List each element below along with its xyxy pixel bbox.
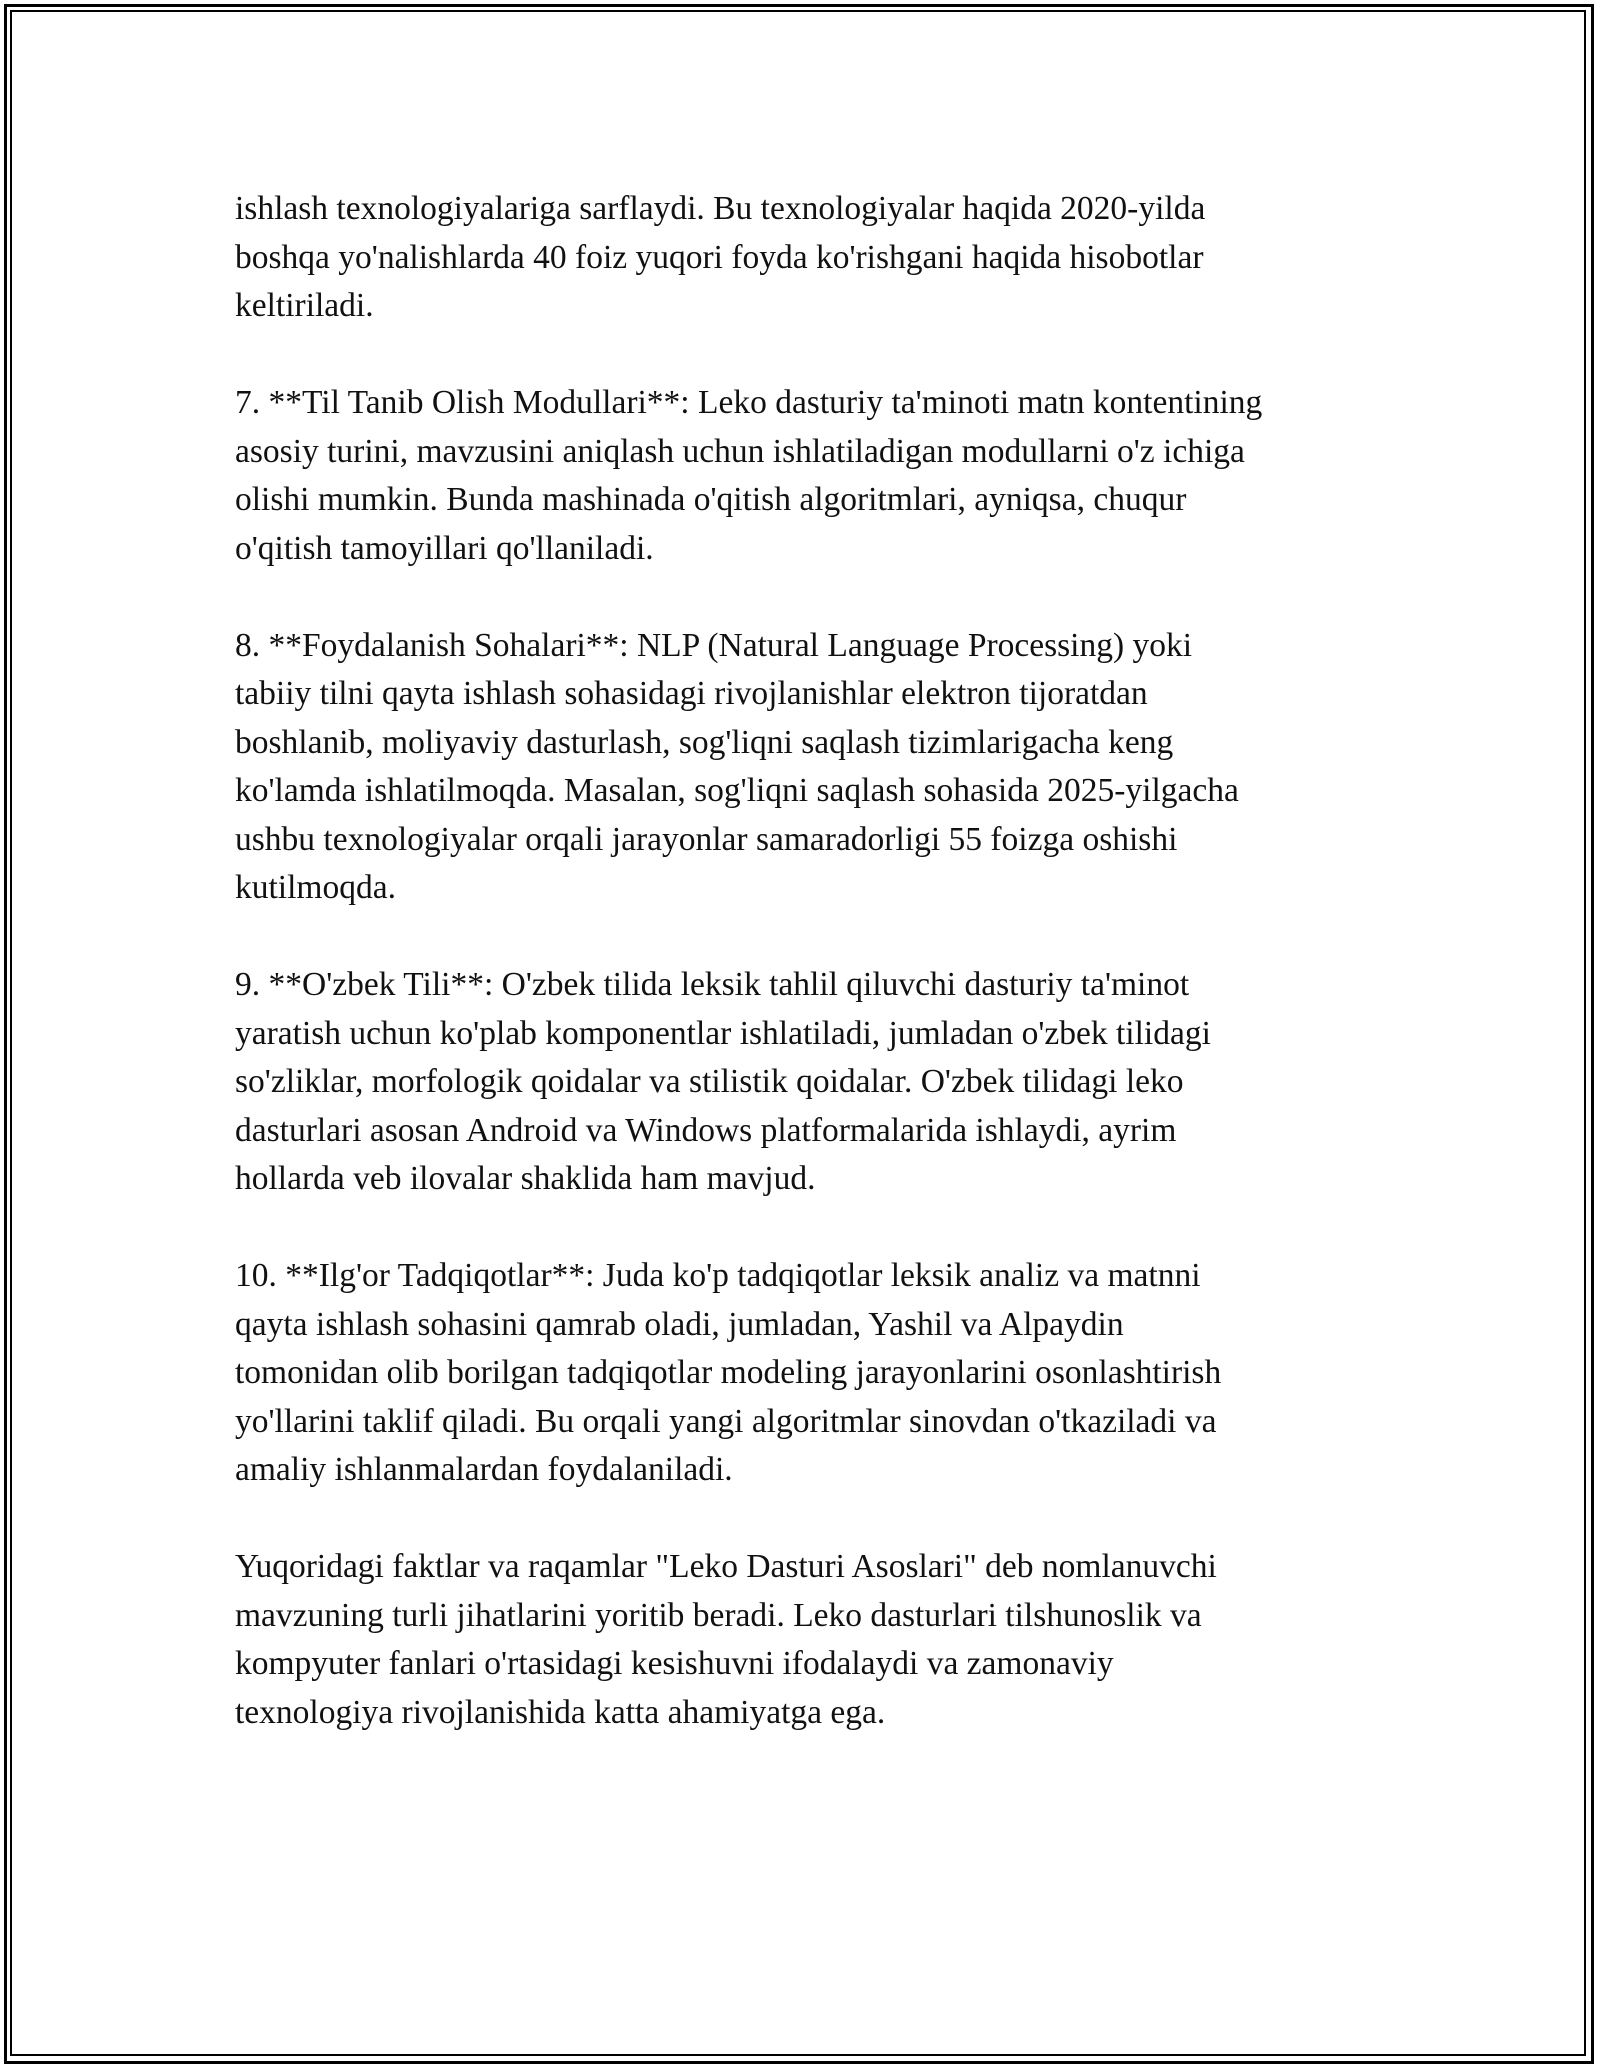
paragraph-item-8: 8. **Foydalanish Sohalari**: NLP (Natural Language Processing) yoki tabiiy tilni qayta ishlash sohasidagi rivojlanishlar elektron tijoratdan boshlanib, moliyaviy dasturlash, sog'liqni saqlash tizimlarigacha keng ko'lamda ishlatilmoqda. Masalan, sog'liqni saqlash sohasida 2025-yilgacha ushbu texnologiyalar orqali jarayonlar samaradorligi 55 foizga oshishi kutilmoqda. — [235, 626, 1239, 906]
paragraph-intro-continuation: ishlash texnologiyalariga sarflaydi. Bu texnologiyalar haqida 2020-yilda boshqa yo'nalishlarda 40 foiz yuqori foyda ko'rishgani haqida hisobotlar keltiriladi. — [235, 190, 1206, 324]
paragraph-item-9: 9. **O'zbek Tili**: O'zbek tilida leksik tahlil qiluvchi dasturiy ta'minot yaratish uchun ko'plab komponentlar ishlatiladi, jumladan o'zbek tilidagi so'zliklar, morfologik qoidalar va stilistik qoidalar. O'zbek tilidagi leko dasturlari asosan Android va Windows platformalarida ishlaydi, ayrim hollarda veb ilovalar shaklida ham mavjud. — [235, 966, 1211, 1197]
paragraph-item-7: 7. **Til Tanib Olish Modullari**: Leko dasturiy ta'minoti matn kontentining asosiy turini, mavzusini aniqlash uchun ishlatiladigan modullarni o'z ichiga olishi mumkin. Bunda mashinada o'qitish algoritmlari, ayniqsa, chuqur o'qitish tamoyillari qo'llaniladi. — [235, 384, 1263, 567]
paragraph-item-10: 10. **Ilg'or Tadqiqotlar**: Juda ko'p tadqiqotlar leksik analiz va matnni qayta ishlash sohasini qamrab oladi, jumladan, Yashil va Alpaydin tomonidan olib borilgan tadqiqotlar modeling jarayonlarini osonlashtirish yo'llarini taklif qiladi. Bu orqali yangi algoritmlar sinovdan o'tkaziladi va amaliy ishlanmalardan foydalaniladi. — [235, 1257, 1222, 1488]
document-body — [235, 185, 1395, 1737]
paragraph-conclusion: Yuqoridagi faktlar va raqamlar "Leko Dasturi Asoslari" deb nomlanuvchi mavzuning turli jihatlarini yoritib beradi. Leko dasturlari tilshunoslik va kompyuter fanlari o'rtasidagi kesishuvni ifodalaydi va zamonaviy texnologiya rivojlanishida katta ahamiyatga ega. — [235, 1548, 1217, 1731]
